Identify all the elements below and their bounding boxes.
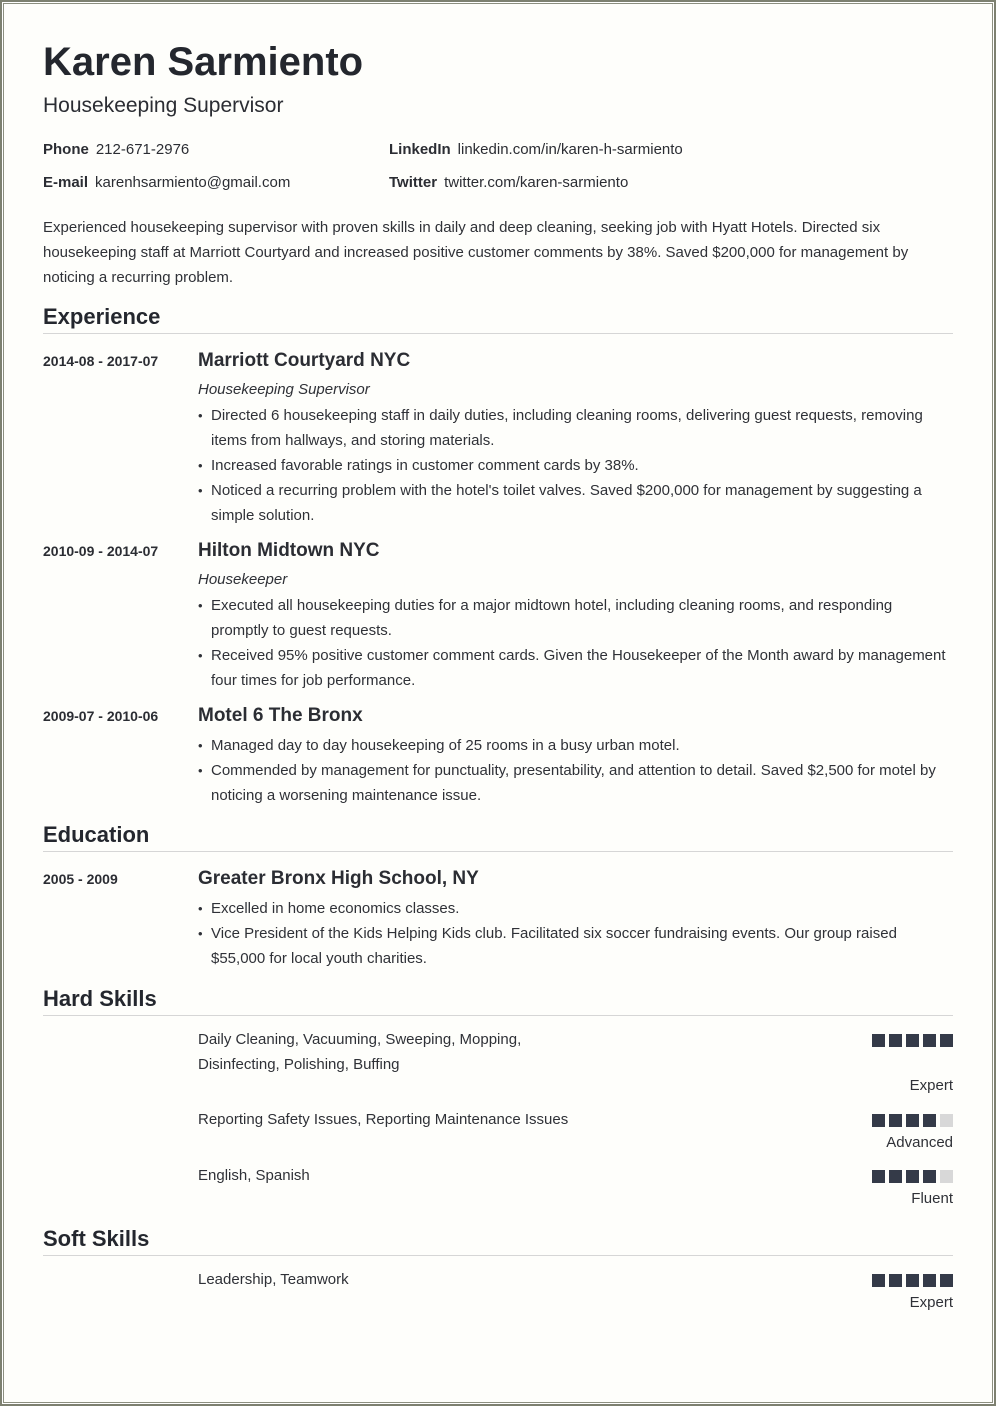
contact-twitter-label: Twitter [389,174,438,191]
contact-linkedin-value[interactable]: linkedin.com/in/karen-h-sarmiento [457,141,683,158]
bullet-item: • Received 95% positive customer comment cards. Given the Housekeeper of the Month award by management four times for job performance. [198,643,953,693]
contact-linkedin [389,141,683,158]
skill-row [198,1163,953,1207]
rating-dot-filled [906,1114,919,1127]
contact-twitter [389,174,628,191]
rating-dot-filled [923,1114,936,1127]
candidate-role: Housekeeping Supervisor [43,94,284,117]
skill-level: Fluent [911,1190,953,1207]
section-title-education: Education [43,822,953,852]
skill-name: Reporting Safety Issues, Reporting Maintenance Issues [198,1111,569,1128]
rating-dot-empty [940,1170,953,1183]
rating-dot-empty [940,1114,953,1127]
rating-dot-filled [889,1170,902,1183]
entry-dates: 2014-08 - 2017-07 [43,353,159,369]
rating-dot-filled [872,1170,885,1183]
section-title-experience: Experience [43,304,953,334]
skill-level: Advanced [886,1134,953,1151]
rating-dot-filled [889,1114,902,1127]
bullet-item: • Vice President of the Kids Helping Kids club. Facilitated six soccer fundraising events. Our group raised $55,000 for local youth charities. [198,921,953,971]
skill-rating [872,1170,953,1183]
bullet-item: • Noticed a recurring problem with the hotel's toilet valves. Saved $200,000 for management by suggesting a simple solution. [198,478,953,528]
skill-name: English, Spanish [198,1167,310,1184]
bullet-item: • Executed all housekeeping duties for a major midtown hotel, including cleaning rooms, and responding promptly to guest requests. [198,593,953,643]
skill-name: Daily Cleaning, Vacuuming, Sweeping, Mopping, Disinfecting, Polishing, Buffing [198,1031,522,1073]
bullet-item: • Excelled in home economics classes. [198,896,953,921]
entry-dates: 2010-09 - 2014-07 [43,543,159,559]
entry-body [198,705,953,808]
skill-level: Expert [909,1294,953,1311]
bullet-item: • Increased favorable ratings in customer comment cards by 38%. [198,453,953,478]
skill-row [198,1267,953,1311]
rating-dot-filled [889,1034,902,1047]
rating-dot-filled [923,1274,936,1287]
contact-phone-label: Phone [43,141,89,158]
contact-email-value[interactable]: karenhsarmiento@gmail.com [95,174,291,191]
rating-dot-filled [872,1274,885,1287]
section-title-hard-skills: Hard Skills [43,986,953,1016]
contact-phone [43,141,189,158]
rating-dot-filled [940,1034,953,1047]
entry-bullets [198,593,953,693]
bullet-item: • Commended by management for punctuality, presentability, and attention to detail. Saved $2,500 for motel by noticing a worsening maintenance issue. [198,758,953,808]
entry-school: Greater Bronx High School, NY [198,868,479,889]
contact-twitter-value[interactable]: twitter.com/karen-sarmiento [444,174,629,191]
rating-dot-filled [889,1274,902,1287]
skill-row [198,1027,953,1094]
contact-phone-value: 212-671-2976 [95,141,190,158]
entry-bullets [198,403,953,528]
entry-organization: Hilton Midtown NYC [198,540,380,561]
entry-organization: Marriott Courtyard NYC [198,350,411,371]
skill-rating [872,1274,953,1287]
entry-bullets [198,896,953,971]
entry-dates: 2009-07 - 2010-06 [43,708,159,724]
entry-body [198,350,953,528]
rating-dot-filled [923,1034,936,1047]
skill-rating [872,1034,953,1047]
contact-email [43,174,290,191]
bullet-item: • Managed day to day housekeeping of 25 rooms in a busy urban motel. [198,733,953,758]
entry-organization: Motel 6 The Bronx [198,705,363,726]
skill-row [198,1107,953,1151]
contact-linkedin-label: LinkedIn [389,141,451,158]
entry-bullets [198,733,953,808]
entry-job-title: Housekeeping Supervisor [198,381,370,398]
contact-email-label: E-mail [43,174,89,191]
entry-job-title: Housekeeper [198,571,288,588]
candidate-name: Karen Sarmiento [43,40,364,84]
page-frame-inner [3,3,993,1403]
entry-body [198,868,953,971]
rating-dot-filled [906,1274,919,1287]
skill-rating [872,1114,953,1127]
skill-level: Expert [909,1077,953,1094]
rating-dot-filled [906,1034,919,1047]
bullet-item: • Directed 6 housekeeping staff in daily duties, including cleaning rooms, delivering guest requests, removing items from hallways, and storing materials. [198,403,953,453]
entry-body [198,540,953,693]
rating-dot-filled [872,1034,885,1047]
rating-dot-filled [923,1170,936,1183]
section-title-soft-skills: Soft Skills [43,1226,953,1256]
rating-dot-filled [906,1170,919,1183]
rating-dot-filled [940,1274,953,1287]
entry-dates: 2005 - 2009 [43,871,118,887]
rating-dot-filled [872,1114,885,1127]
summary-paragraph: Experienced housekeeping supervisor with proven skills in daily and deep cleaning, seeking job with Hyatt Hotels. Directed six housekeeping staff at Marriott Courtyard and increased positive customer comments by 38%. Saved $200,000 for management by noticing a recurring problem. [43,219,909,286]
skill-name: Leadership, Teamwork [198,1271,349,1288]
